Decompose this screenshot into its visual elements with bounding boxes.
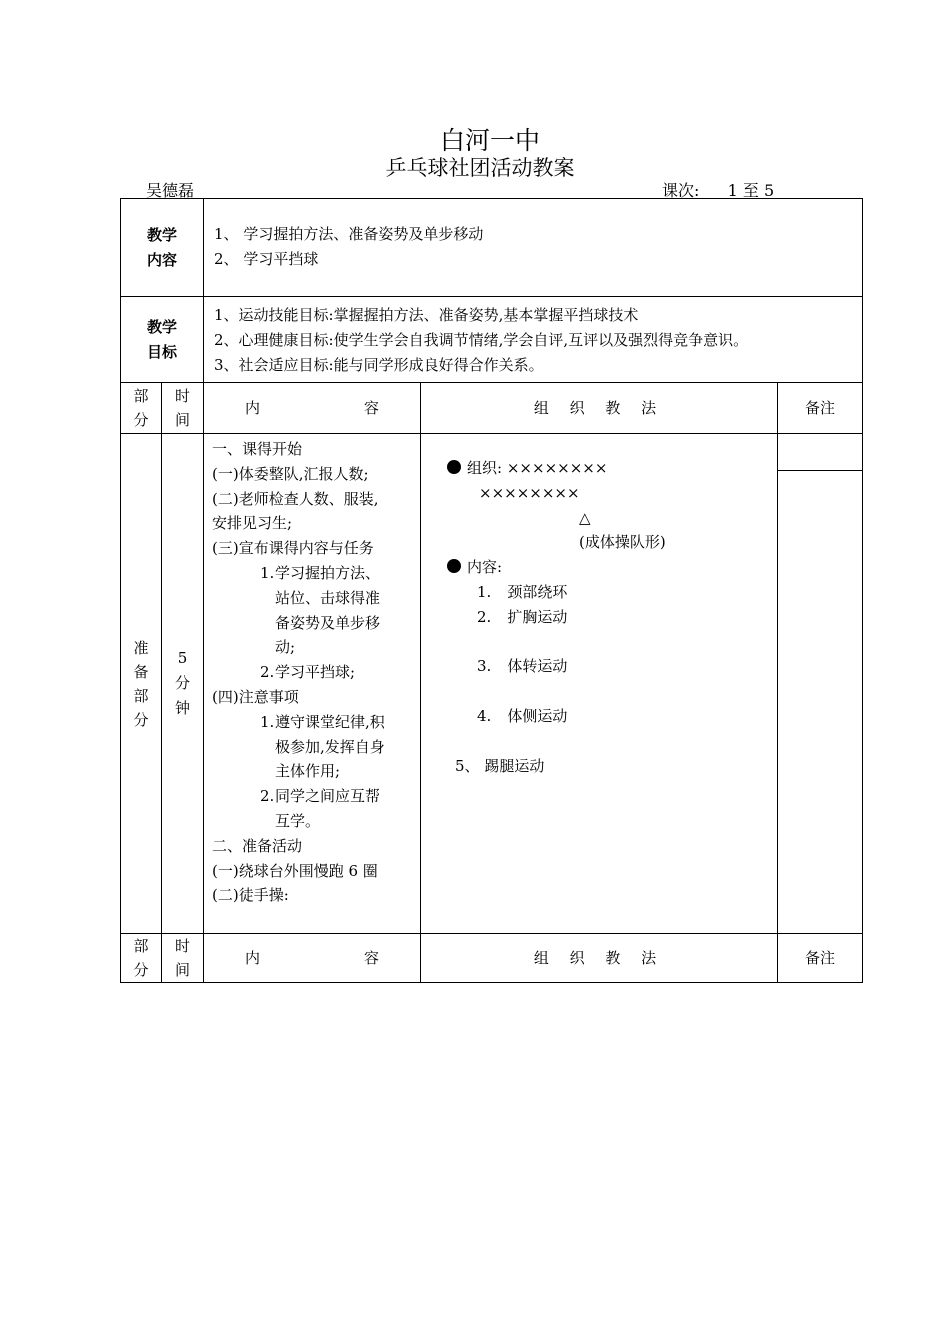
content-label-line: 内容: <box>447 555 777 580</box>
prep-section-row <box>121 434 863 934</box>
method-header: 组 织 教 法 <box>421 383 778 434</box>
document-title: 乒乓球社团活动教案 <box>385 156 575 180</box>
organization-method <box>421 434 778 934</box>
note-divider <box>778 434 862 471</box>
goal-item: 3、社会适应目标:能与同学形成良好得合作关系。 <box>214 356 544 374</box>
lesson-plan-table <box>120 198 863 983</box>
org-line: 组织: ×××××××× <box>447 456 777 481</box>
teaching-goals-row <box>121 297 863 383</box>
lesson-value: 1 至 5 <box>727 181 775 200</box>
notice-item: 1. 遵守课堂纪律,积 极参加,发挥自身 主体作用; <box>260 712 385 781</box>
part-header: 部 分 <box>121 934 162 983</box>
prep-note-cell <box>778 434 863 934</box>
exercise-item: 2. 扩胸运动 <box>477 607 568 626</box>
teaching-content-label: 教学 内容 <box>121 199 204 297</box>
column-header-row <box>121 383 863 434</box>
column-header-row-repeat <box>121 934 863 983</box>
exercise-item: 3. 体转运动 <box>477 657 568 676</box>
content-header: 内 容 <box>204 934 421 983</box>
formation-label: (成体操队形) <box>579 533 666 552</box>
student-row: ×××××××× <box>479 483 580 502</box>
prep-time-label: 5 分 钟 <box>162 434 204 934</box>
task-item: 1. 学习握拍方法、 站位、击球得准 备姿势及单步移 动; <box>260 563 381 657</box>
author-name: 吴德磊 <box>146 181 195 200</box>
part-header: 部 分 <box>121 383 162 434</box>
teaching-content-row <box>121 199 863 297</box>
teaching-content-text <box>204 199 863 297</box>
task-item: 2. 学习平挡球; <box>260 663 356 682</box>
exercise-item: 4. 体侧运动 <box>477 706 568 725</box>
time-header: 时 间 <box>162 934 204 983</box>
exercise-item: 5、 踢腿运动 <box>455 756 545 775</box>
prep-part-label: 准 备 部 分 <box>121 434 162 934</box>
teaching-goals-label: 教学 目标 <box>121 297 204 383</box>
content-item: 1、 学习握拍方法、准备姿势及单步移动 <box>214 225 484 243</box>
student-row: ×××××××× <box>506 459 608 477</box>
notice-item: 2. 同学之间应互帮 互学。 <box>260 787 381 830</box>
content-header: 内 容 <box>204 383 421 434</box>
prep-content: 一、课得开始 (一)体委整队,汇报人数; (二)老师检查人数、服装, 安排见习生; (三)宣布课得内容与任务 1. 学习握拍方法、 站位、击球得准 备姿势及单步移 动; 2. 学习平挡球; (四)注意事项 1. 遵守课堂纪律,积 极参加,发挥自身 主体作用; 2. 同学之间应互帮 互学。 二、准备活动 (一)绕球台外围慢跑 6 圈 (二)徒手操: <box>204 434 421 934</box>
bullet-icon <box>447 559 461 573</box>
teacher-position-icon: △ <box>579 508 591 527</box>
content-item: 2、 学习平挡球 <box>214 250 319 268</box>
note-header: 备注 <box>778 934 863 983</box>
note-header: 备注 <box>778 383 863 434</box>
teaching-goals-text <box>204 297 863 383</box>
method-header: 组 织 教 法 <box>421 934 778 983</box>
exercise-item: 1. 颈部绕环 <box>477 582 568 601</box>
bullet-icon <box>447 460 461 474</box>
lesson-label: 课次: <box>662 181 700 200</box>
goal-item: 2、心理健康目标:使学生学会自我调节情绪,学会自评,互评以及强烈得竞争意识。 <box>214 331 749 349</box>
goal-item: 1、运动技能目标:掌握握拍方法、准备姿势,基本掌握平挡球技术 <box>214 306 639 324</box>
time-header: 时 间 <box>162 383 204 434</box>
school-title: 白河一中 <box>439 126 540 155</box>
